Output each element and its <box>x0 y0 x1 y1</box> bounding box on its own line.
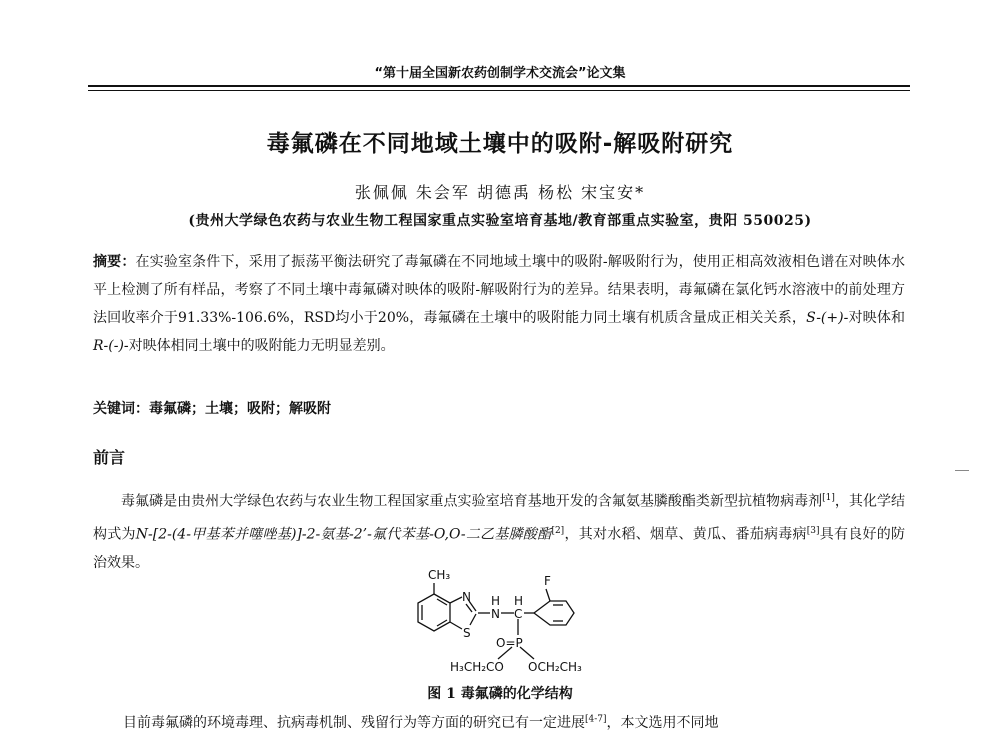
intro-last-line <box>123 712 719 732</box>
label-ring-n: N <box>462 590 471 604</box>
author-list: 张佩佩 朱会军 胡德禹 杨松 宋宝安* <box>354 183 646 202</box>
label-ring-s: S <box>463 626 471 640</box>
intro-text-1: 毒氟磷是由贵州大学绿色农药与农业生物工程国家重点实验室培育基地开发的含氟氨基膦酸酯类新型抗植物病毒剂 <box>121 493 823 510</box>
citation-4: [4-7] <box>585 714 607 725</box>
label-left-ester: H₃CH₂CO <box>450 660 504 674</box>
citation-3: [3] <box>806 525 820 536</box>
keywords-label: 关键词： <box>93 401 149 417</box>
intro-text-4: 具有良好的防治效果。 <box>93 526 906 572</box>
abstract <box>93 248 905 360</box>
citation-2: [2] <box>551 525 565 536</box>
keywords-text: 毒氟磷；土壤；吸附；解吸附 <box>149 401 331 417</box>
abstract-text-1: 在实验室条件下，采用了振荡平衡法研究了毒氟磷在不同地域土壤中的吸附-解吸附行为，使用正相高效液相色谱在对映体水平上检测了所有样品，考察了不同土壤中毒氟磷对映体的吸附-解吸附行为的差异。结果表明，毒氟磷在氯化钙水溶液中的前处理方法回收率介于91.33%-106.6%，RSD均小于20%，毒氟磷在土壤中的吸附能力同土壤有机质含量成正相关关系， <box>93 254 906 326</box>
paper-title: 毒氟磷在不同地域土壤中的吸附-解吸附研究 <box>266 131 734 157</box>
abstract-text-2: 对映体和 <box>848 310 906 326</box>
abstract-r-enantiomer: R-(-)- <box>93 338 129 354</box>
intro-text-3: ，其对水稻、烟草、黄瓜、番茄病毒病 <box>564 526 807 543</box>
affiliation: (贵州大学绿色农药与农业生物工程国家重点实验室培育基地/教育部重点实验室，贵阳 550025) <box>188 213 812 229</box>
abstract-label: 摘要： <box>93 254 136 270</box>
header-rule-thick <box>88 85 910 87</box>
abstract-text-3: 对映体相同土壤中的吸附能力无明显差别。 <box>128 338 395 354</box>
intro-last-text-end: ，本文选用不同地 <box>606 715 719 731</box>
label-nh-h: H <box>491 594 501 608</box>
keywords <box>93 398 331 418</box>
margin-mark <box>955 470 969 471</box>
figure-caption: 图 1 毒氟磷的化学结构 <box>427 686 573 702</box>
chemical-structure <box>410 565 620 680</box>
running-head: “第十届全国新农药创制学术交流会”论文集 <box>374 66 626 81</box>
label-p-double-o: O=P <box>496 636 523 650</box>
label-fluorine: F <box>544 574 551 588</box>
intro-text-2: ，其化学结构式为 <box>93 493 906 543</box>
label-right-ester: OCH₂CH₃ <box>528 660 582 674</box>
citation-1: [1] <box>822 493 835 503</box>
intro-last-text: 目前毒氟磷的环境毒理、抗病毒机制、残留行为等方面的研究已有一定进展 <box>123 715 585 731</box>
label-chain-n: N <box>491 607 500 621</box>
label-ch3: CH₃ <box>428 568 451 582</box>
chemical-name: N-[2-(4-甲基苯并噻唑基)]-2-氨基-2’-氟代苯基-O,O-二乙基膦酸酯 <box>135 526 552 543</box>
abstract-s-enantiomer: S-(+)- <box>806 310 849 326</box>
header-rule-thin <box>88 90 910 91</box>
section-heading: 前言 <box>93 448 126 467</box>
label-chain-c: C <box>514 607 523 621</box>
label-ch-h: H <box>514 594 524 608</box>
